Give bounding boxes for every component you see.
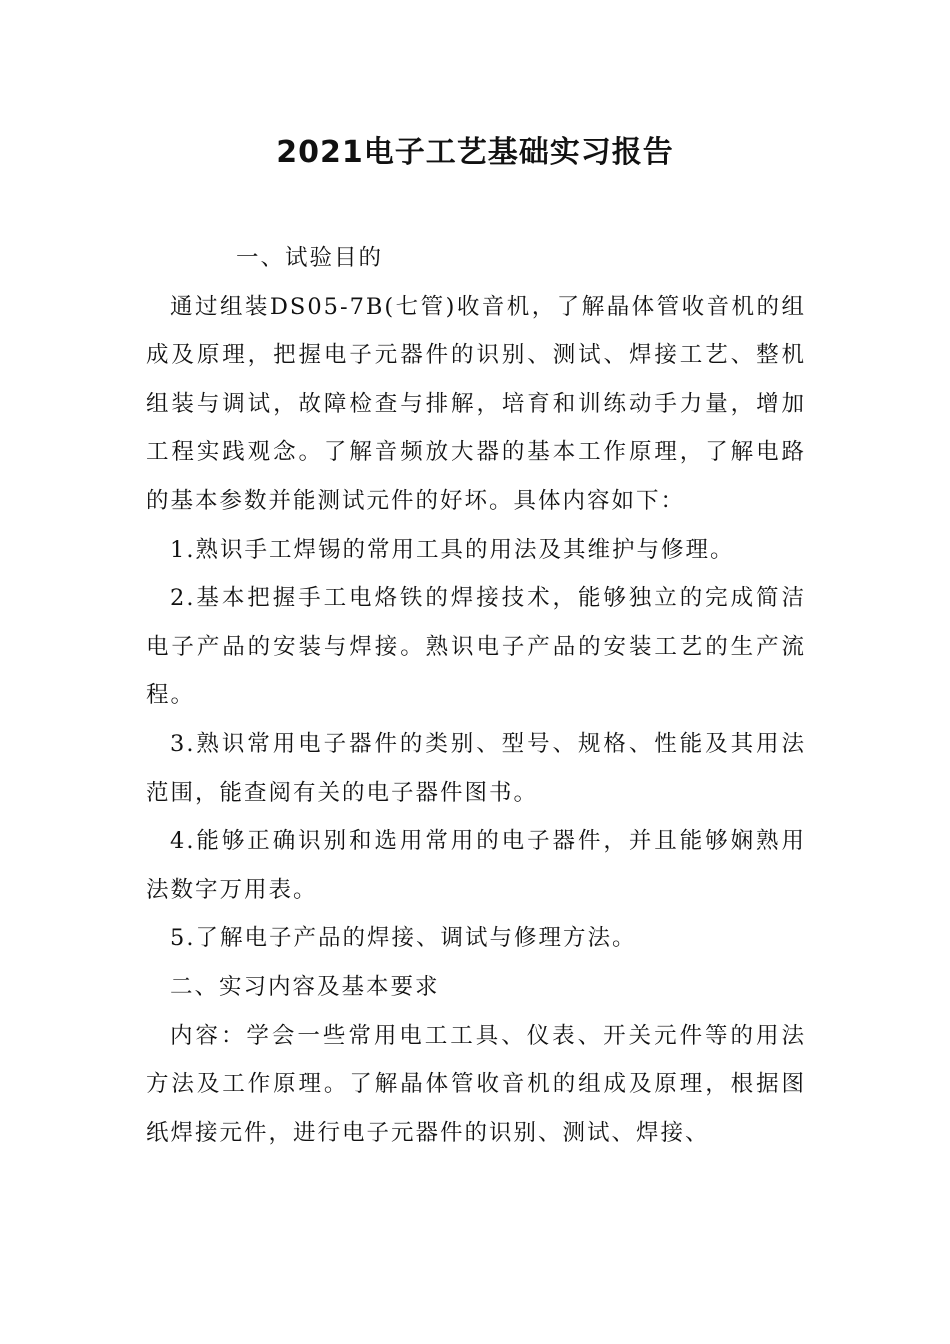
- paragraph-content: 内容：学会一些常用电工工具、仪表、开关元件等的用法方法及工作原理。了解晶体管收音机的组成及原理，根据图纸焊接元件，进行电子元器件的识别、测试、焊接、: [146, 1022, 806, 1146]
- list-item-5: 5.了解电子产品的焊接、调试与修理方法。: [170, 925, 637, 952]
- paragraph-objective-intro: 通过组装DS05-7B(七管)收音机，了解晶体管收音机的组成及原理，把握电子元器件的识别、测试、焊接工艺、整机组装与调试，故障检查与排解，培育和训练动手力量，增加工程实践观念。了解音频放大器的基本工作原理，了解电路的基本参数并能测试元件的好坏。具体内容如下：: [146, 293, 806, 514]
- list-item-4: 4.能够正确识别和选用常用的电子器件，并且能够娴熟用法数字万用表。: [146, 828, 806, 903]
- section-heading-content: 二、实习内容及基本要求: [170, 973, 440, 1000]
- list-item-1: 1.熟识手工焊锡的常用工具的用法及其维护与修理。: [170, 536, 735, 563]
- document-title: 2021电子工艺基础实习报告: [276, 135, 674, 170]
- document-body: [146, 234, 806, 1157]
- list-item-2: 2.基本把握手工电烙铁的焊接技术，能够独立的完成简洁电子产品的安装与焊接。熟识电子产品的安装工艺的生产流程。: [146, 585, 806, 709]
- list-item-3: 3.熟识常用电子器件的类别、型号、规格、性能及其用法范围，能查阅有关的电子器件图书。: [146, 730, 806, 806]
- section-heading-objective: 一、试验目的: [236, 245, 384, 271]
